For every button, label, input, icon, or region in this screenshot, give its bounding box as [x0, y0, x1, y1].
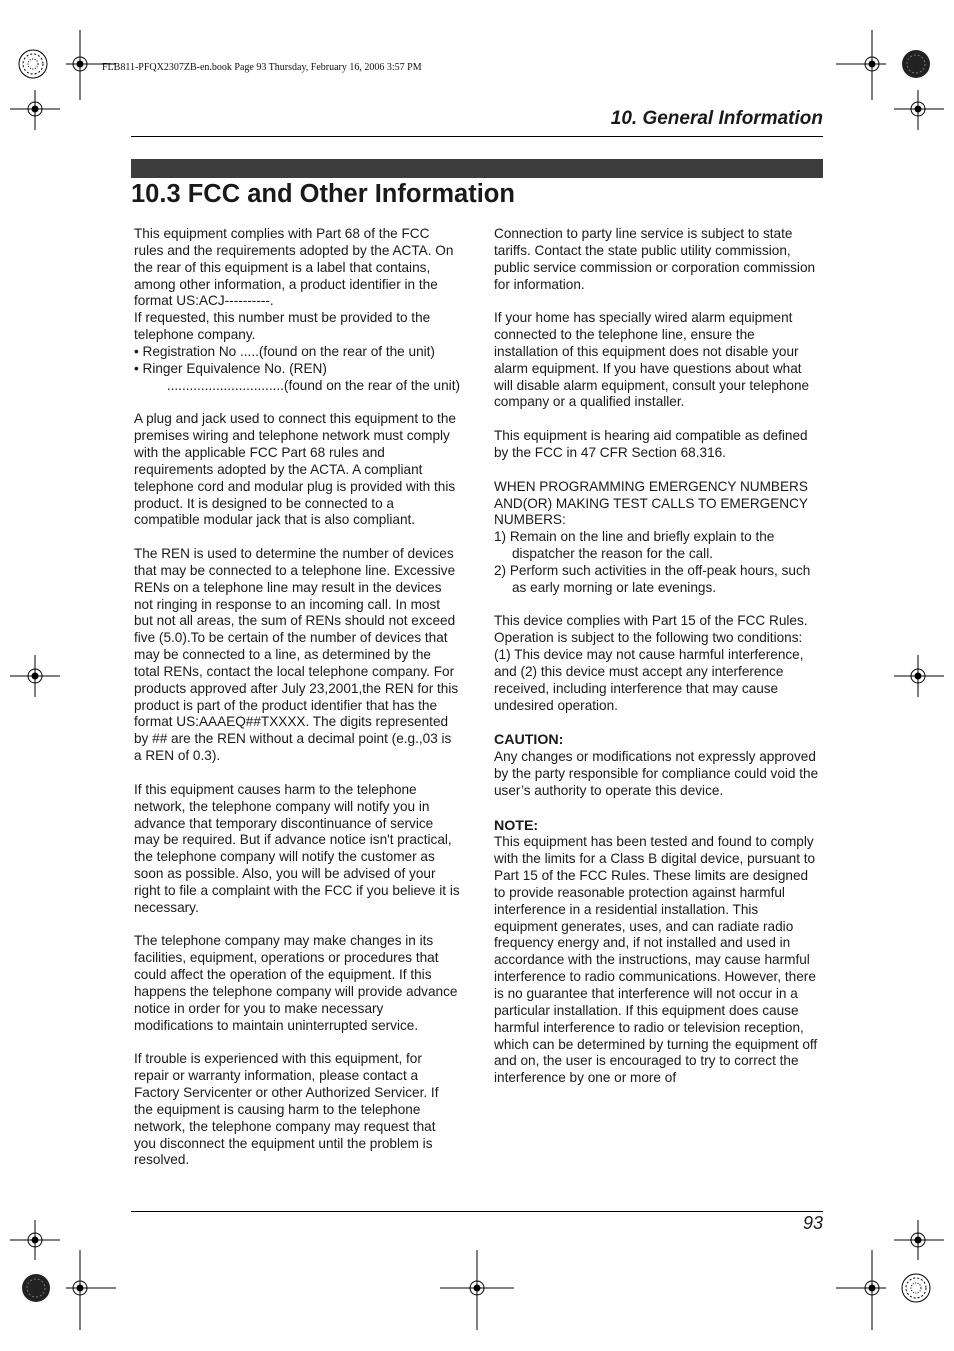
left-paragraph-2: If requested, this number must be provided to the telephone company.: [134, 310, 431, 343]
left-paragraph-6: The telephone company may make changes in its facilities, equipment, operations or procedures that could affect the operation of the equipment. If this happens the telephone company will provide advance notice in order for you to make necessary modifications to maintain uninterrupted service.: [134, 933, 458, 1033]
footer-rule: [131, 1211, 823, 1212]
left-paragraph-7: If trouble is experienced with this equipment, for repair or warranty information, please contact a Factory Servicenter or other Authorized Servicer. If the equipment is causing harm to the telephone network, the telephone company may request that you disconnect the equipment until the problem is resolved.: [134, 1051, 439, 1168]
left-paragraph-1: This equipment complies with Part 68 of the FCC rules and the requirements adopted by the ACTA. On the rear of this equipment is a label that contains, among other information, a product identifier in the format US:ACJ----------.: [134, 226, 454, 309]
section-header: 10. General Information: [610, 108, 823, 129]
bullet-ren: • Ringer Equivalence No. (REN): [134, 360, 327, 376]
header-rule: [131, 136, 823, 137]
page-number: 93: [802, 1213, 823, 1233]
right-paragraph-5: This device complies with Part 15 of the FCC Rules. Operation is subject to the following two conditions:: [494, 613, 808, 646]
left-paragraph-3: A plug and jack used to connect this equipment to the premises wiring and telephone network must comply with the applicable FCC Part 68 rules and requirements adopted by the ACTA. A compliant telephone cord and modular plug is provided with this product. It is designed to be connected to a compatible modular jack that is also compliant.: [134, 411, 456, 528]
bullet-ren-continued: ...............................(found on the rear of the unit): [166, 377, 460, 393]
right-paragraph-4: WHEN PROGRAMMING EMERGENCY NUMBERS AND(OR) MAKING TEST CALLS TO EMERGENCY NUMBERS:: [494, 478, 808, 528]
note-body: This equipment has been tested and found to comply with the limits for a Class B digital device, pursuant to Part 15 of the FCC Rules. These limits are designed to provide reasonable protection against harmful interference in a residential installation. This equipment generates, uses, and can radiate radio frequency energy and, if not installed and used in accordance with the instructions, may cause harmful interference to radio communications. However, there is no guarantee that interference will not occur in a particular installation. If this equipment does cause harmful interference to radio or television reception, which can be determined by turning the equipment off and on, the user is encouraged to try to correct the interference by one or more of: [494, 834, 818, 1086]
caution-body: Any changes or modifications not expressly approved by the party responsible for compliance could void the user’s authority to operate this device.: [494, 749, 819, 798]
page-title: 10.3 FCC and Other Information: [131, 180, 515, 208]
right-paragraph-1: Connection to party line service is subject to state tariffs. Contact the state public utility commission, public service commission or corporation commission for information.: [494, 226, 816, 292]
numbered-item-1: 1) Remain on the line and briefly explain to the dispatcher the reason for the call.: [494, 529, 775, 562]
caution-heading: CAUTION:: [494, 732, 564, 749]
bullet-registration: • Registration No .....(found on the rear of the unit): [134, 343, 435, 359]
left-paragraph-5: If this equipment causes harm to the telephone network, the telephone company will notify you in advance that temporary discontinuance of service may be required. But if advance notice isn't practical, the telephone company will notify the customer as soon as possible. Also, you will be advised of your right to file a complaint with the FCC if you believe it is necessary.: [134, 781, 460, 915]
print-info-line: FLB811-PFQX2307ZB-en.book Page 93 Thursday, February 16, 2006 3:57 PM: [102, 62, 422, 73]
note-heading: NOTE:: [494, 817, 539, 834]
left-column: [134, 226, 460, 1169]
numbered-item-2: 2) Perform such activities in the off-peak hours, such as early morning or late evenings.: [494, 562, 811, 595]
left-paragraph-4: The REN is used to determine the number of devices that may be connected to a telephone line. Excessive RENs on a telephone line may result in the devices not ringing in response to an incoming call. In most but not all areas, the sum of RENs should not exceed five (5.0).To be certain of the number of devices that may be connected to a line, as determined by the total RENs, contact the local telephone company. For products approved after July 23,2001,the REN for this product is part of the product identifier that has the format US:AAAEQ##TXXXX. The digits represented by ## are the REN without a decimal point (e.g.,03 is a REN of 0.3).: [134, 546, 459, 764]
title-band: [131, 159, 823, 178]
right-paragraph-3: This equipment is hearing aid compatible as defined by the FCC in 47 CFR Section 68.316.: [494, 428, 808, 460]
right-paragraph-2: If your home has specially wired alarm equipment connected to the telephone line, ensure the installation of this equipment does not disable your alarm equipment. If you have questions about what will disable alarm equipment, consult your telephone company or a qualified installer.: [494, 310, 810, 410]
right-paragraph-6: (1) This device may not cause harmful interference, and (2) this device must accept any interference received, including interference that may cause undesired operation.: [494, 647, 804, 713]
right-column: [494, 226, 820, 1087]
